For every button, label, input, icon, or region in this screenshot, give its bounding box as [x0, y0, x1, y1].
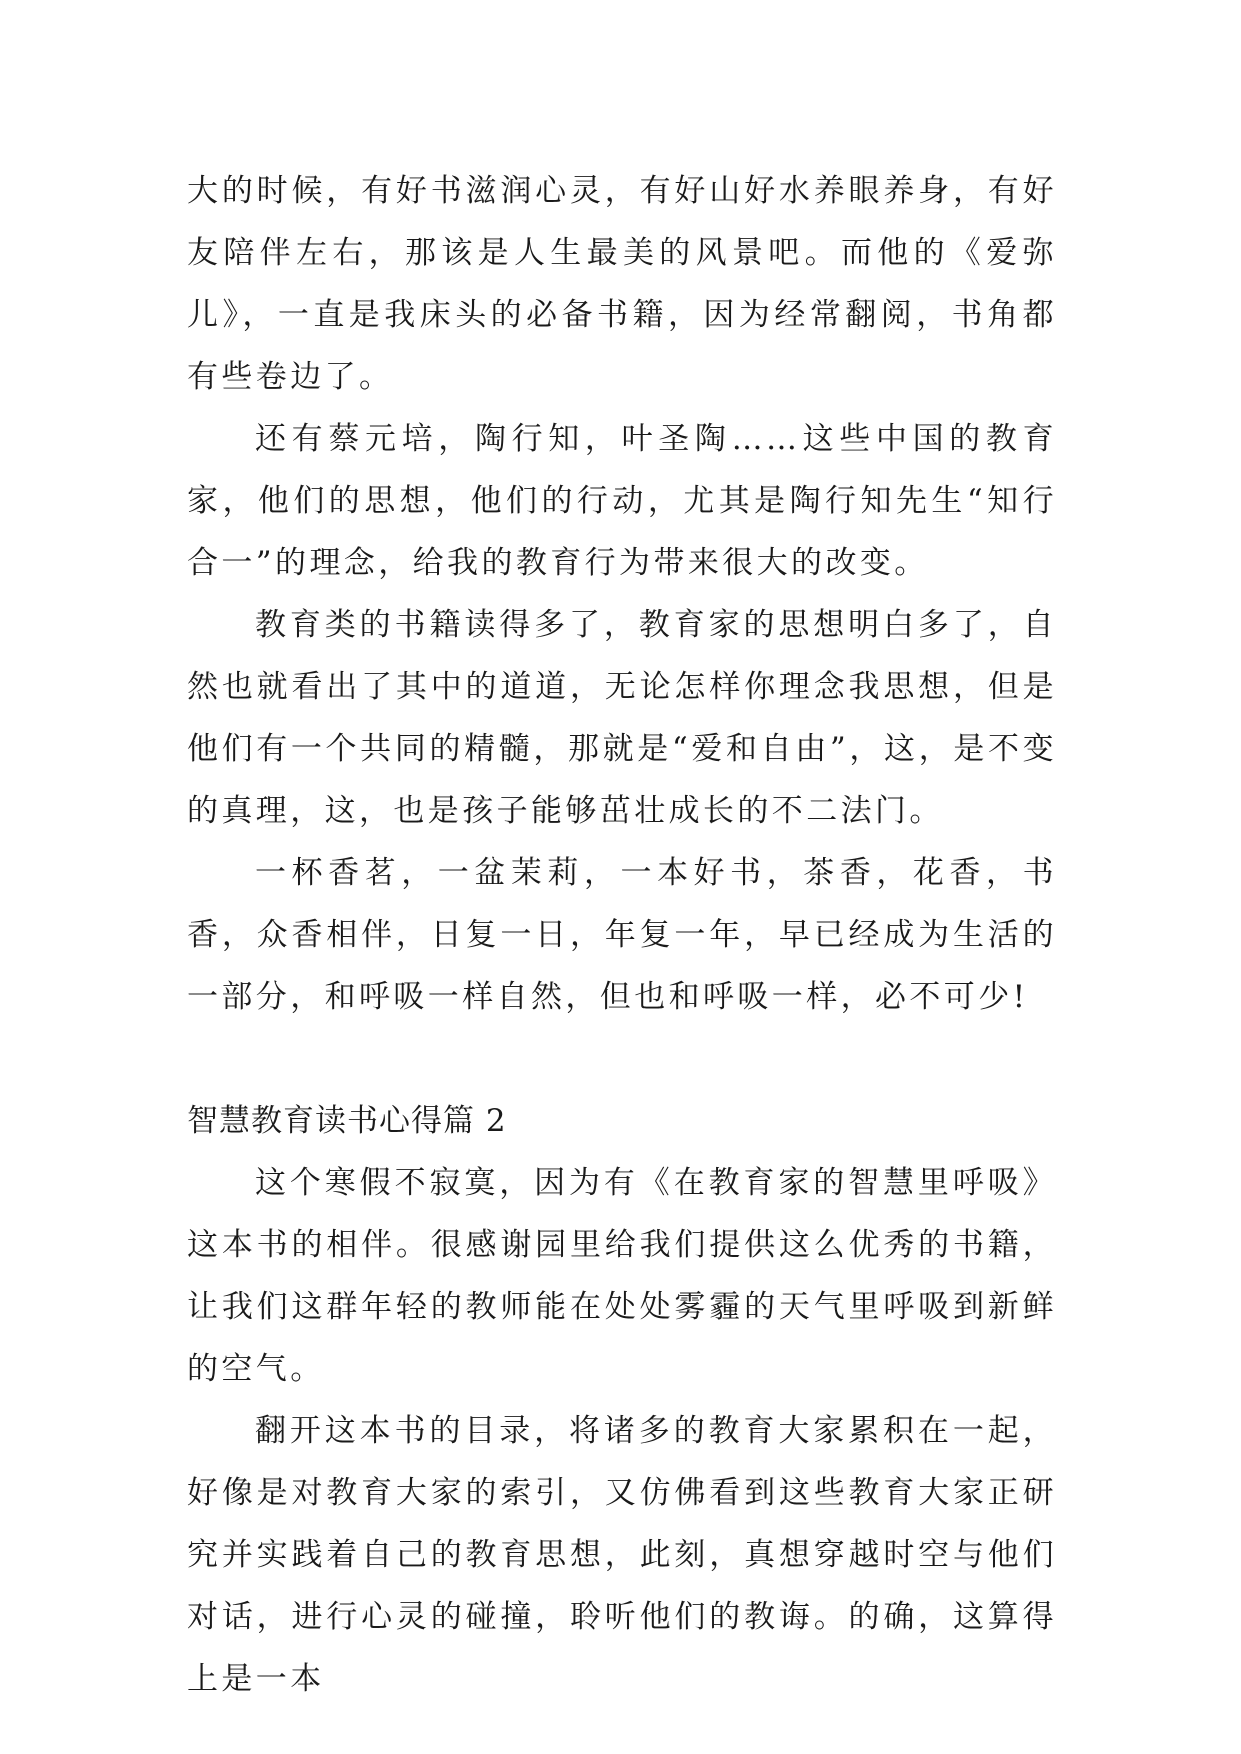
paragraph-love-and-freedom: 教育类的书籍读得多了，教育家的思想明白多了，自然也就看出了其中的道道，无论怎样你理念我思想，但是他们有一个共同的精髓，那就是“爱和自由”，这，是不变的真理，这，也是孩子能够茁壮成长的不二法门。 [187, 607, 1057, 829]
paragraph-continuation: 大的时候，有好书滋润心灵，有好山好水养眼养身，有好友陪伴左右，那该是人生最美的风景吧。而他的《爱弥儿》，一直是我床头的必备书籍，因为经常翻阅，书角都有些卷边了。 [187, 173, 1057, 395]
paragraph-table-of-contents: 翻开这本书的目录，将诸多的教育大家累积在一起，好像是对教育大家的索引，又仿佛看到这些教育大家正研究并实践着自己的教育思想，此刻，真想穿越时空与他们对话，进行心灵的碰撞，聆听他们的教诲。的确，这算得上是一本 [187, 1413, 1057, 1697]
section-heading: 智慧教育读书心得篇 2 [187, 1103, 507, 1139]
document-body [187, 160, 1057, 1710]
paragraph-tea-flower-book: 一杯香茗，一盆茉莉，一本好书，茶香，花香，书香，众香相伴，日复一日，年复一年，早已经成为生活的一部分，和呼吸一样自然，但也和呼吸一样，必不可少! [187, 855, 1057, 1015]
paragraph-winter-break: 这个寒假不寂寞，因为有《在教育家的智慧里呼吸》这本书的相伴。很感谢园里给我们提供这么优秀的书籍，让我们这群年轻的教师能在处处雾霾的天气里呼吸到新鲜的空气。 [187, 1165, 1057, 1387]
section-gap [187, 1028, 1057, 1090]
paragraph-chinese-educators: 还有蔡元培，陶行知，叶圣陶……这些中国的教育家，他们的思想，他们的行动，尤其是陶行知先生“知行合一”的理念，给我的教育行为带来很大的改变。 [187, 421, 1057, 581]
